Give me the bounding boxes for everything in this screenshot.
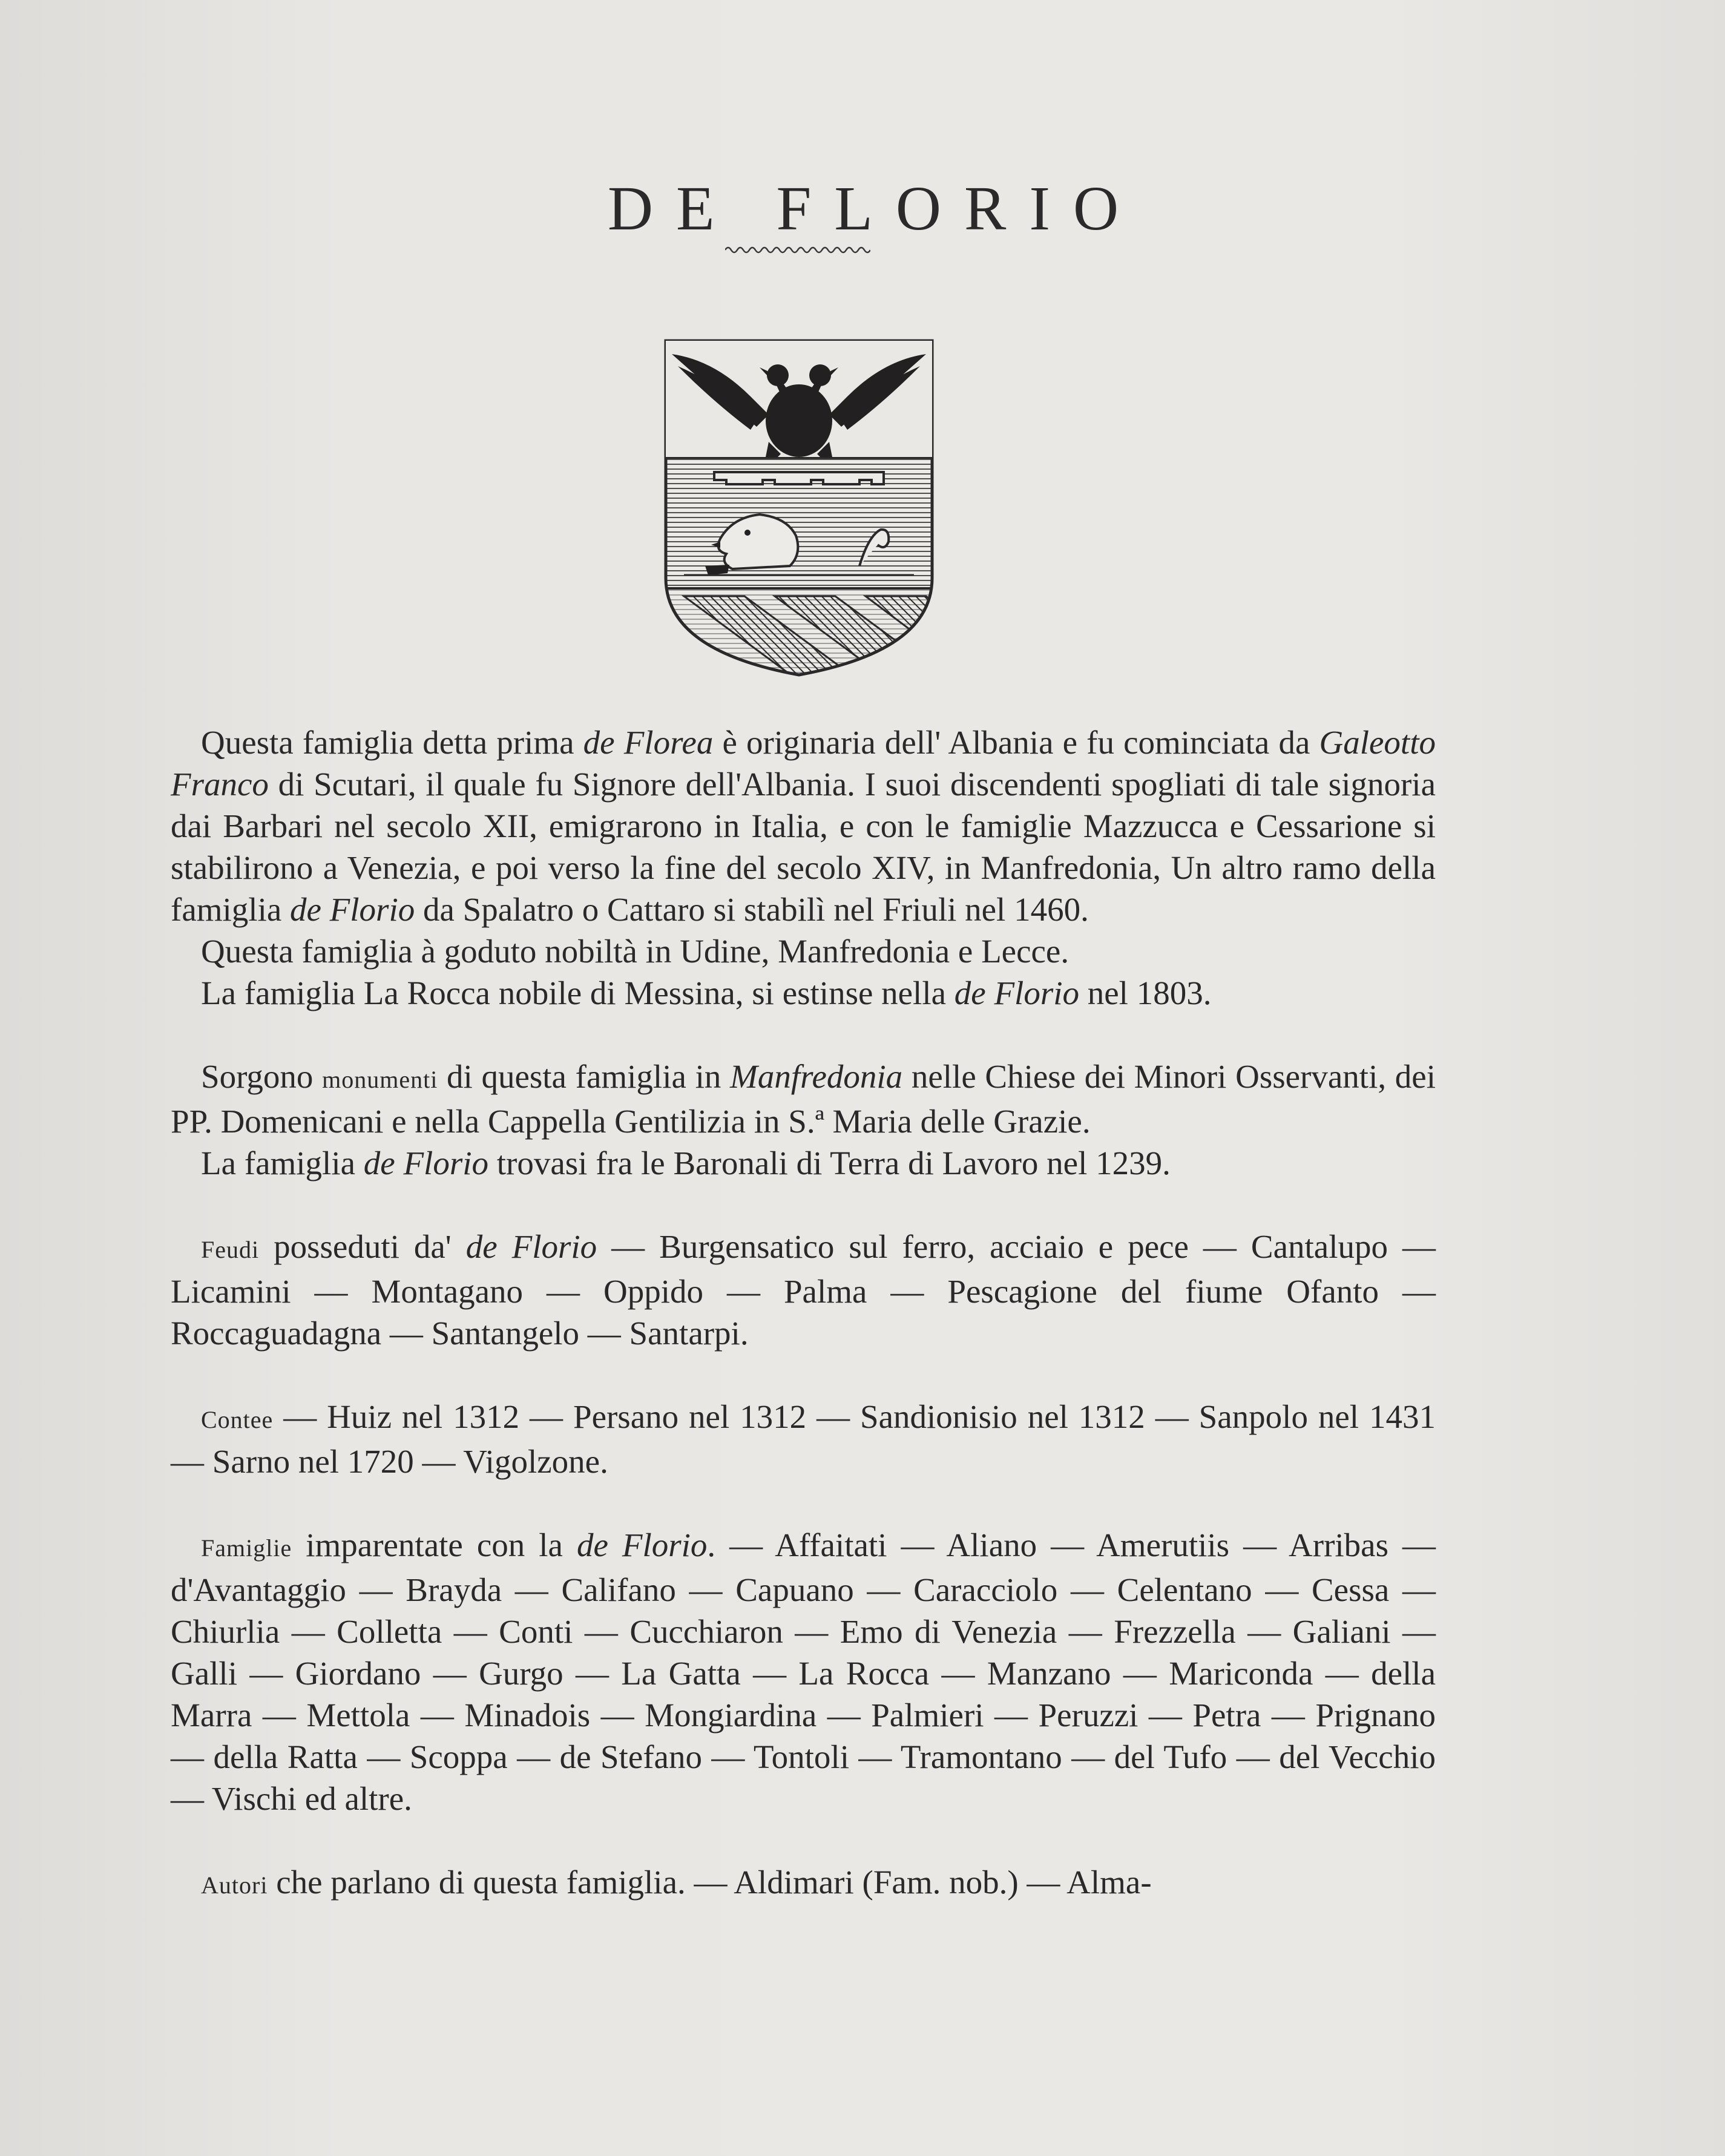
body-text [171,721,1436,1906]
coat-of-arms-icon [660,336,938,681]
page-title: DE FLORIO [607,173,1142,243]
paragraph-contee: Contee — Huiz nel 1312 — Persano nel 1312 — Sandionisio nel 1312 — Sanpolo nel 1431 — Sarno nel 1720 — Vigolzone. [171,1398,1436,1480]
paragraph-la-rocca: La famiglia La Rocca nobile di Messina, si estinse nella de Florio nel 1803. [201,974,1212,1011]
ornament-rule-icon [725,241,870,259]
paragraph-monumenti: Sorgono monumenti di questa famiglia in Manfredonia nelle Chiese dei Minori Osservanti, dei PP. Domenicani e nella Cappella Gentilizia in S.ª Maria delle Grazie. [171,1058,1436,1140]
paragraph-baronali: La famiglia de Florio trovasi fra le Baronali di Terra di Lavoro nel 1239. [201,1145,1171,1182]
paragraph-feudi: Feudi posseduti da' de Florio — Burgensatico sul ferro, acciaio e pece — Cantalupo — Licamini — Montagano — Oppido — Palma — Pescagione del fiume Ofanto — Roccaguadagna — Santangelo — Santarpi. [171,1228,1436,1352]
paragraph-autori: Autori che parlano di questa famiglia. — Aldimari (Fam. nob.) — Alma- [201,1864,1152,1901]
paragraph-famiglie: Famiglie imparentate con la de Florio. — Affaitati — Aliano — Amerutiis — Arribas — d'Avantaggio — Brayda — Califano — Capuano — Caracciolo — Celentano — Cessa — Chiurlia — Colletta — Conti — Cucchiaron — Emo di Venezia — Frezzella — Galiani — Galli — Giordano — Gurgo — La Gatta — La Rocca — Manzano — Mariconda — della Marra — Mettola — Minadois — Mongiardina — Palmieri — Peruzzi — Petra — Prignano — della Ratta — Scoppa — de Stefano — Tontoli — Tramontano — del Tufo — del Vecchio — Vischi ed altre. [171,1527,1436,1817]
paragraph-nobility: Questa famiglia à goduto nobiltà in Udine, Manfredonia e Lecce. [201,933,1070,970]
paragraph-origin: Questa famiglia detta prima de Florea è originaria dell' Albania e fu cominciata da Galeotto Franco di Scutari, il quale fu Signore dell'Albania. I suoi discendenti spogliati di tale signoria dai Barbari nel secolo XII, emigrarono in Italia, e con le famiglie Mazzucca e Cessarione si stabilirono a Venezia, e poi verso la fine del secolo XIV, in Manfredonia, Un altro ramo della famiglia de Florio da Spalatro o Cattaro si stabilì nel Friuli nel 1460. [171,724,1436,928]
